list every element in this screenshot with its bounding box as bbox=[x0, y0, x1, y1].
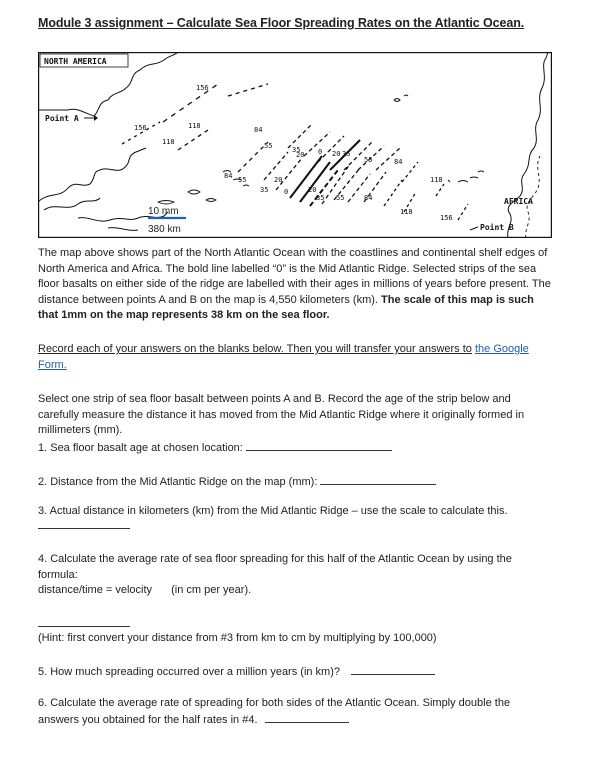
age-label: 84 bbox=[254, 126, 263, 134]
age-label: 35 bbox=[342, 150, 351, 158]
age-label: 118 bbox=[400, 208, 413, 216]
age-label: 118 bbox=[430, 176, 443, 184]
age-label: 0 bbox=[318, 148, 323, 156]
age-label: 118 bbox=[188, 122, 201, 130]
label-north-america: NORTH AMERICA bbox=[44, 57, 107, 66]
age-label: 118 bbox=[162, 138, 175, 146]
select-instructions: Select one strip of sea floor basalt between points A and B. Record the age of the strip below and carefully measure the distance it has moved from the Mid Atlantic Ridge where it originally formed in millimeters (mm). bbox=[38, 393, 525, 437]
age-label: 20 bbox=[332, 150, 341, 158]
answer-blank-2[interactable] bbox=[320, 474, 436, 485]
age-label: 35 bbox=[316, 194, 325, 202]
age-label: 55 bbox=[336, 194, 345, 202]
label-point-a: Point A bbox=[45, 114, 79, 123]
question-4: 4. Calculate the average rate of sea floor spreading for this half of the Atlantic Ocean by using the formula: bbox=[38, 553, 512, 581]
age-label: 84 bbox=[394, 158, 403, 166]
age-label: 35 bbox=[292, 146, 301, 154]
answer-blank-5[interactable] bbox=[351, 664, 435, 675]
age-label: 84 bbox=[224, 172, 233, 180]
answer-blank-3[interactable] bbox=[38, 518, 130, 529]
age-label: 156 bbox=[196, 84, 209, 92]
age-label: 156 bbox=[134, 124, 147, 132]
record-instructions: Record each of your answers on the blanks below. Then you will transfer your answers to the Google Form. bbox=[38, 343, 529, 371]
formula-line: distance/time = velocity (in cm per year). bbox=[38, 584, 252, 596]
answer-blank-1[interactable] bbox=[246, 440, 392, 451]
age-label: 35 bbox=[260, 186, 269, 194]
google-form-link[interactable]: the Google Form. bbox=[38, 343, 529, 371]
label-africa: AFRICA bbox=[504, 197, 533, 206]
age-label: 84 bbox=[364, 194, 373, 202]
age-label: 20 bbox=[296, 151, 305, 159]
age-label: 20 bbox=[308, 186, 317, 194]
scale-km-label: 380 km bbox=[148, 224, 181, 235]
question-6: 6. Calculate the average rate of spreading for both sides of the Atlantic Ocean. Simply double the answers you obtained for the half rates in #4. bbox=[38, 697, 511, 726]
map-description: The map above shows part of the North Atlantic Ocean with the coastlines and continental shelf edges of North America and Africa. The bold line labelled “0” is the Mid Atlantic Ridge. Selected strips of the sea floor basalts on either side of the ridge are labelled with their ages in millions of years before present. The distance between points A and B on the map is 4,550 kilometers (km). The scale of this map is such that 1mm on the map represents 38 km on the sea floor. bbox=[38, 247, 551, 322]
question-1: 1. Sea floor basalt age at chosen location: bbox=[38, 440, 392, 454]
question-5: 5. How much spreading occurred over a million years (in km)? bbox=[38, 664, 435, 678]
question-2: 2. Distance from the Mid Atlantic Ridge on the map (mm): bbox=[38, 474, 436, 488]
scale-mm-label: 10 mm bbox=[148, 206, 179, 217]
age-label: 55 bbox=[264, 142, 273, 150]
answer-blank-6[interactable] bbox=[265, 712, 349, 723]
question-3: 3. Actual distance in kilometers (km) from the Mid Atlantic Ridge – use the scale to calculate this. bbox=[38, 505, 508, 517]
hint-text: (Hint: first convert your distance from #3 from km to cm by multiplying by 100,000) bbox=[38, 632, 437, 644]
atlantic-map bbox=[38, 52, 552, 238]
age-label: 0 bbox=[284, 188, 289, 196]
answer-blank-4[interactable] bbox=[38, 616, 130, 627]
page-title: Module 3 assignment – Calculate Sea Floor Spreading Rates on the Atlantic Ocean. bbox=[38, 16, 525, 30]
age-label: 55 bbox=[238, 176, 247, 184]
age-label: 156 bbox=[440, 214, 453, 222]
scale-statement: The scale of this map is such that 1mm on the map represents 38 km on the sea floor. bbox=[38, 293, 534, 322]
age-label: 55 bbox=[364, 156, 373, 164]
label-point-b: Point B bbox=[480, 223, 514, 232]
age-label: 20 bbox=[274, 176, 283, 184]
